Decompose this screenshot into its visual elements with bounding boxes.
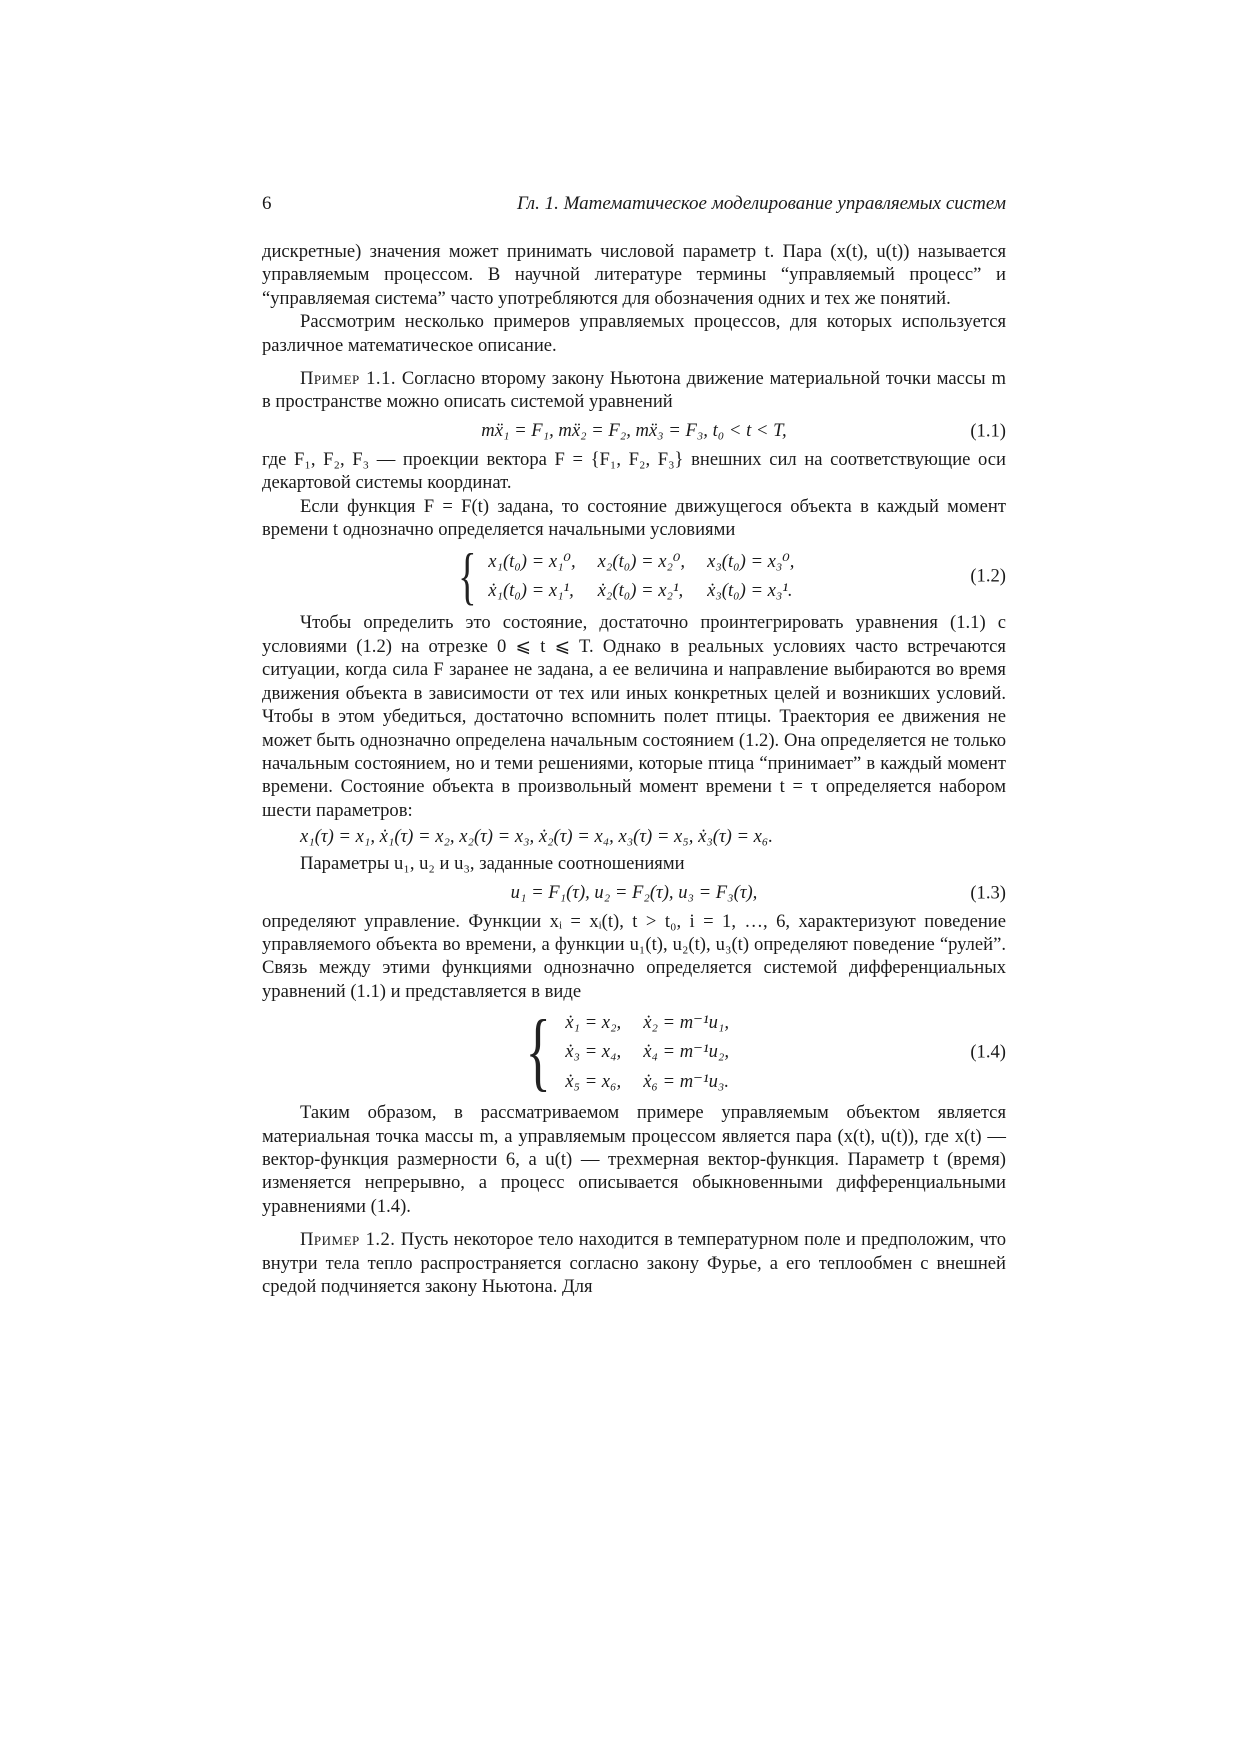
system-table (488, 547, 816, 606)
example-label: Пример 1.1. (300, 368, 397, 390)
cell: ẋ₁ = x₂, (565, 1012, 622, 1034)
example-1-1 (262, 367, 1006, 414)
example-1-2 (262, 1228, 1006, 1298)
paragraph-9: Таким образом, в рассматриваемом примере управляемым объектом является материальная точка массы m, а управляемым процессом является пара (x(t), u(t)), где x(t) — вектор-функция размерности 6, а u(t) — трехмерная вектор-функция. Параметр t (время) изменяется непрерывно, а процесс описывается обыкновенными дифференциальными уравнениями (1.4). (262, 1102, 1006, 1217)
cell: ẋ₅ = x₆, (565, 1070, 622, 1092)
paragraph-7: Параметры u₁, u₂ и u₃, заданные соотношениями (300, 853, 685, 875)
equation-number: (1.1) (970, 420, 1006, 442)
equation-number: (1.3) (970, 881, 1006, 903)
state-parameters: x₁(τ) = x₁, ẋ₁(τ) = x₂, x₂(τ) = x₃, ẋ₂(τ) = x₄, x₃(τ) = x₅, ẋ₃(τ) = x₆. (300, 826, 774, 848)
cell: ẋ₂ = m⁻¹u₁, (643, 1012, 729, 1034)
cell: ẋ₃ = x₄, (565, 1041, 622, 1063)
cell: x₃(t₀) = x₃⁰, (707, 551, 795, 573)
paragraph-6: Чтобы определить это состояние, достаточно проинтегрировать уравнения (1.1) с условиями (1.2) на отрезке 0 ⩽ t ⩽ T. Однако в реальных условиях часто встречаются ситуации, когда сила F заранее не задана, а ее величина и направление выбираются во время движения объекта в зависимости от тех или иных конкретных целей и возникших условий. Чтобы в этом убедиться, достаточно вспомнить полет птицы. Траектория ее движения не может быть однозначно определена начальным состоянием (1.2). Она определяется не только начальным состоянием, но и теми решениями, которые птица “принимает” в каждый момент времени. Состояние объекта в произвольный момент времени t = τ определяется набором шести параметров: (262, 612, 1006, 821)
paragraph-5: Если функция F = F(t) задана, то состояние движущегося объекта в каждый момент времени t однозначно определяется начальными условиями (262, 495, 1006, 541)
example-text: Согласно второму закону Ньютона движение материальной точки массы m в пространстве можно описать системой уравнений (262, 368, 1006, 413)
cell: x₂(t₀) = x₂⁰, (597, 551, 686, 573)
equation-body: u₁ = F₁(τ), u₂ = F₂(τ), u₃ = F₃(τ), (510, 881, 758, 903)
system-table (565, 1008, 751, 1096)
equation-body: mẍ₁ = F₁, mẍ₂ = F₂, mẍ₃ = F₃, t₀ < t < T, (481, 420, 787, 442)
cell: x₁(t₀) = x₁⁰, (488, 551, 576, 573)
page-body (262, 240, 1006, 1298)
page-number: 6 (262, 193, 272, 214)
left-brace-icon: { (525, 1003, 551, 1101)
page-header (262, 193, 1006, 223)
equation-1-3 (262, 876, 1006, 910)
paragraph-4: где F₁, F₂, F₃ — проекции вектора F = {F₁, F₂, F₃} внешних сил на соответствующие оси декартовой системы координат. (262, 448, 1006, 494)
cell: ẋ₄ = m⁻¹u₂, (643, 1041, 729, 1063)
paragraph-1: дискретные) значения может принимать числовой параметр t. Пара (x(t), u(t)) называется управляемым процессом. В научной литературе термины “управляемый процесс” и “управляемая система” часто употребляются для обозначения одних и тех же понятий. (262, 241, 1006, 309)
left-brace-icon: { (457, 540, 477, 612)
equation-1-4 (262, 1003, 1006, 1101)
equation-1-1 (262, 414, 1006, 448)
equation-1-2 (262, 540, 1006, 612)
running-title: Гл. 1. Математическое моделирование управляемых систем (517, 193, 1006, 214)
example-text: Пусть некоторое тело находится в температурном поле и предположим, что внутри тела тепло распространяется согласно закону Фурье, а его теплообмен с внешней средой подчиняется закону Ньютона. Для (262, 1229, 1006, 1297)
cell: ẋ₃(t₀) = x₃¹. (707, 580, 793, 602)
paragraph-2: Рассмотрим несколько примеров управляемых процессов, для которых используется различное математическое описание. (262, 311, 1006, 356)
equation-number: (1.2) (970, 565, 1006, 587)
equation-number: (1.4) (970, 1041, 1006, 1063)
cell: ẋ₂(t₀) = x₂¹, (597, 580, 684, 602)
paragraph-8: определяют управление. Функции xᵢ = xᵢ(t), t > t₀, i = 1, …, 6, характеризуют поведение управляемого объекта во времени, а функции u₁(t), u₂(t), u₃(t) определяют поведение “рулей”. Связь между этими функциями однозначно определяется системой дифференциальных уравнений (1.1) и представляется в виде (262, 910, 1006, 1002)
cell: ẋ₁(t₀) = x₁¹, (488, 580, 574, 602)
example-label: Пример 1.2. (300, 1229, 396, 1251)
cell: ẋ₆ = m⁻¹u₃. (643, 1070, 729, 1092)
